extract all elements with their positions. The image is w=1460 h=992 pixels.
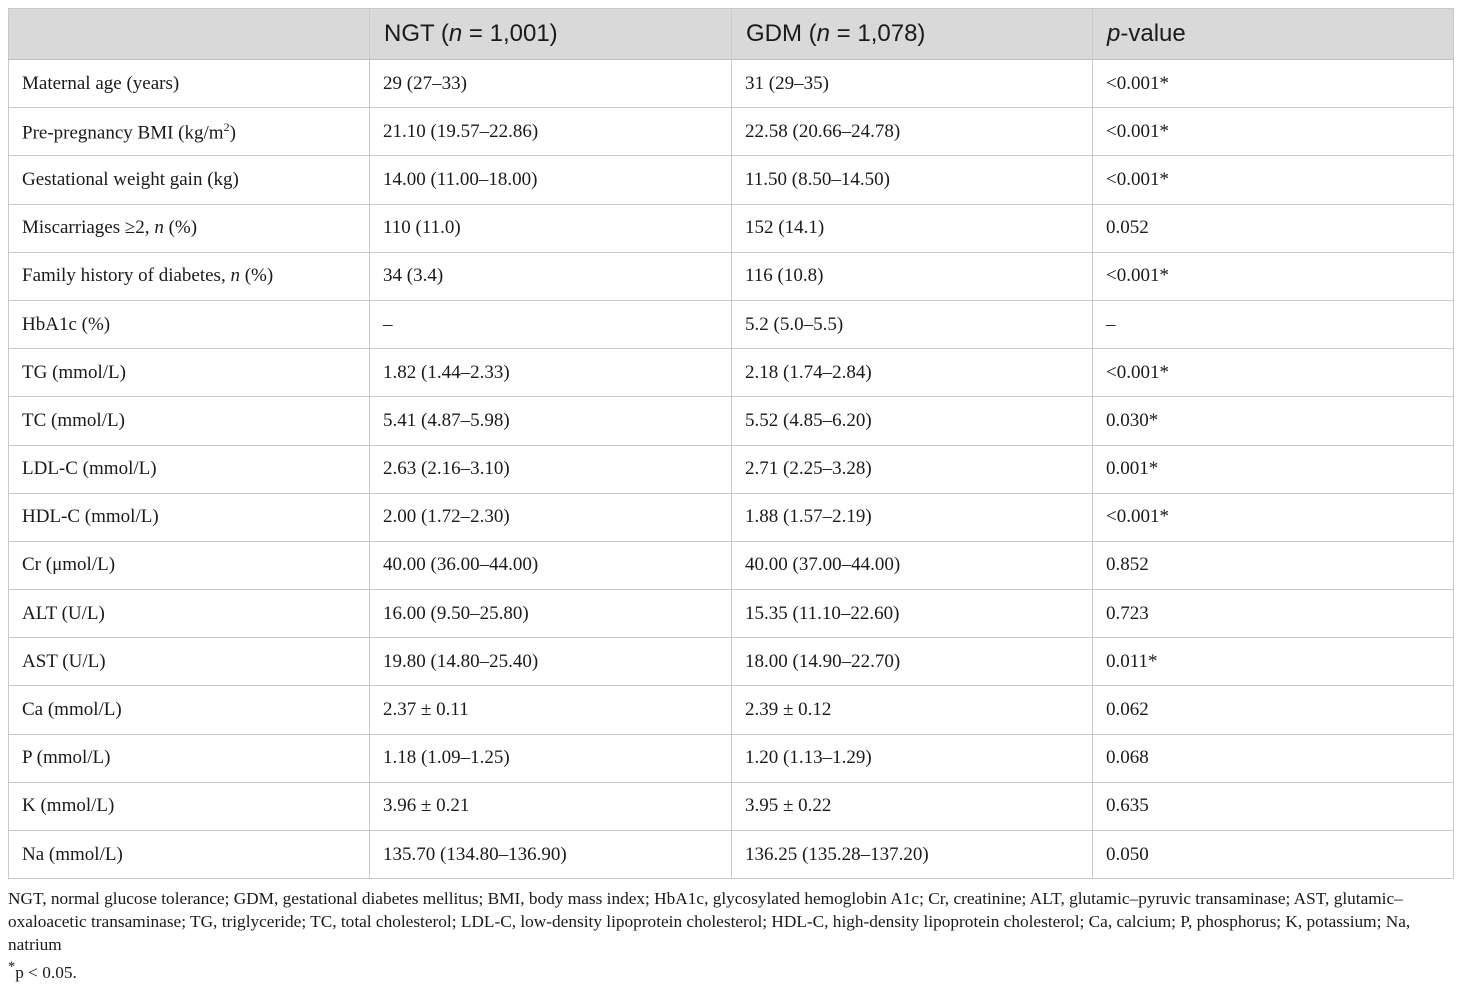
row-label xyxy=(9,445,370,493)
header-cell-ngt xyxy=(370,9,732,60)
cell-gdm: 22.58 (20.66–24.78) xyxy=(732,108,1093,156)
table-row xyxy=(9,590,1454,638)
cell-ngt: 21.10 (19.57–22.86) xyxy=(370,108,732,156)
row-label-italic: n xyxy=(154,217,164,239)
row-label-text: Pre-pregnancy BMI (kg/m xyxy=(22,121,224,143)
cell-gdm: 3.95 ± 0.22 xyxy=(732,782,1093,830)
cell-ngt: 2.37 ± 0.11 xyxy=(370,686,732,734)
row-label xyxy=(9,349,370,397)
significance-footnote xyxy=(8,956,1454,984)
table-row xyxy=(9,638,1454,686)
cell-p-value: 0.001* xyxy=(1093,445,1454,493)
table-row xyxy=(9,252,1454,300)
header-ngt-n: n xyxy=(448,20,463,47)
cell-ngt: 14.00 (11.00–18.00) xyxy=(370,156,732,204)
header-gdm-post: = 1,078) xyxy=(830,20,926,47)
cell-gdm: 18.00 (14.90–22.70) xyxy=(732,638,1093,686)
cell-ngt: 40.00 (36.00–44.00) xyxy=(370,541,732,589)
header-p-italic: p xyxy=(1107,20,1121,47)
header-p-post: -value xyxy=(1120,20,1186,47)
cell-p-value: <0.001* xyxy=(1093,349,1454,397)
cell-p-value: <0.001* xyxy=(1093,108,1454,156)
cell-p-value: – xyxy=(1093,300,1454,348)
cell-p-value: 0.852 xyxy=(1093,541,1454,589)
cell-p-value: 0.635 xyxy=(1093,782,1454,830)
table-header xyxy=(9,9,1454,60)
table-row xyxy=(9,734,1454,782)
significance-marker: * xyxy=(8,959,16,976)
cell-gdm: 15.35 (11.10–22.60) xyxy=(732,590,1093,638)
header-ngt-post: = 1,001) xyxy=(462,20,558,47)
row-label-text: TC (mmol/L) xyxy=(22,409,125,431)
table-row xyxy=(9,156,1454,204)
table-row xyxy=(9,686,1454,734)
cell-p-value: 0.011* xyxy=(1093,638,1454,686)
cell-gdm: 116 (10.8) xyxy=(732,252,1093,300)
cell-ngt: 1.82 (1.44–2.33) xyxy=(370,349,732,397)
row-label-text: HDL-C (mmol/L) xyxy=(22,506,159,528)
cell-ngt: 2.00 (1.72–2.30) xyxy=(370,493,732,541)
row-label-text: Ca (mmol/L) xyxy=(22,699,122,721)
cell-ngt: 5.41 (4.87–5.98) xyxy=(370,397,732,445)
row-label xyxy=(9,493,370,541)
cell-gdm: 136.25 (135.28–137.20) xyxy=(732,831,1093,879)
data-table xyxy=(8,8,1454,879)
header-cell-gdm xyxy=(732,9,1093,60)
table-row xyxy=(9,782,1454,830)
table-row xyxy=(9,60,1454,108)
row-label xyxy=(9,638,370,686)
cell-ngt: 16.00 (9.50–25.80) xyxy=(370,590,732,638)
cell-p-value: 0.723 xyxy=(1093,590,1454,638)
row-label xyxy=(9,60,370,108)
table-row xyxy=(9,397,1454,445)
row-label xyxy=(9,108,370,156)
row-label-italic: n xyxy=(230,265,240,287)
table-row xyxy=(9,541,1454,589)
header-cell-p-value xyxy=(1093,9,1454,60)
cell-gdm: 40.00 (37.00–44.00) xyxy=(732,541,1093,589)
cell-gdm: 5.2 (5.0–5.5) xyxy=(732,300,1093,348)
row-label-text: HbA1c (%) xyxy=(22,313,111,335)
cell-gdm: 11.50 (8.50–14.50) xyxy=(732,156,1093,204)
abbreviations-footnote: NGT, normal glucose tolerance; GDM, gestational diabetes mellitus; BMI, body mass index; HbA1c, glycosylated hemoglobin A1c; Cr, creatinine; ALT, glutamic–pyruvic transaminase; AST, glutamic–oxaloacetic transaminase; TG, triglyceride; TC, total cholesterol; LDL-C, low-density lipoprotein cholesterol; HDL-C, high-density lipoprotein cholesterol; Ca, calcium; P, phosphorus; K, potassium; Na, natrium xyxy=(8,889,1411,955)
row-label xyxy=(9,686,370,734)
cell-gdm: 5.52 (4.85–6.20) xyxy=(732,397,1093,445)
row-label xyxy=(9,831,370,879)
row-label xyxy=(9,204,370,252)
cell-p-value: <0.001* xyxy=(1093,252,1454,300)
row-label-text: Maternal age (years) xyxy=(22,72,180,94)
row-label-text: Na (mmol/L) xyxy=(22,843,123,865)
table-body xyxy=(9,60,1454,879)
row-label xyxy=(9,252,370,300)
table-footnotes xyxy=(8,887,1454,984)
significance-text: p < 0.05. xyxy=(15,962,77,982)
row-label-text: Gestational weight gain (kg) xyxy=(22,168,239,190)
row-label xyxy=(9,590,370,638)
row-label-text: ALT (U/L) xyxy=(22,602,105,624)
header-row xyxy=(9,9,1454,60)
header-cell-variable xyxy=(9,9,370,60)
cell-p-value: 0.030* xyxy=(1093,397,1454,445)
row-label-text: Family history of diabetes, xyxy=(22,265,231,287)
cell-ngt: 110 (11.0) xyxy=(370,204,732,252)
cell-gdm: 2.71 (2.25–3.28) xyxy=(732,445,1093,493)
cell-ngt: – xyxy=(370,300,732,348)
cell-ngt: 34 (3.4) xyxy=(370,252,732,300)
table-row xyxy=(9,831,1454,879)
row-label-suffix: (%) xyxy=(163,217,198,239)
row-label xyxy=(9,397,370,445)
cell-p-value: 0.068 xyxy=(1093,734,1454,782)
cell-ngt: 2.63 (2.16–3.10) xyxy=(370,445,732,493)
cell-gdm: 2.39 ± 0.12 xyxy=(732,686,1093,734)
cell-ngt: 29 (27–33) xyxy=(370,60,732,108)
row-label-text: K (mmol/L) xyxy=(22,795,115,817)
cell-ngt: 135.70 (134.80–136.90) xyxy=(370,831,732,879)
row-label xyxy=(9,156,370,204)
table-row xyxy=(9,300,1454,348)
row-label-text: LDL-C (mmol/L) xyxy=(22,458,157,480)
row-label-superscript: 2 xyxy=(223,119,230,134)
header-gdm-pre: GDM ( xyxy=(746,20,817,47)
table-row xyxy=(9,445,1454,493)
row-label xyxy=(9,300,370,348)
cell-p-value: <0.001* xyxy=(1093,60,1454,108)
row-label xyxy=(9,782,370,830)
cell-p-value: 0.050 xyxy=(1093,831,1454,879)
cell-gdm: 2.18 (1.74–2.84) xyxy=(732,349,1093,397)
cell-p-value: 0.052 xyxy=(1093,204,1454,252)
header-gdm-n: n xyxy=(816,20,831,47)
row-label xyxy=(9,541,370,589)
row-label-text: Cr (μmol/L) xyxy=(22,554,116,576)
cell-p-value: <0.001* xyxy=(1093,156,1454,204)
header-ngt-pre: NGT ( xyxy=(384,20,449,47)
table-container xyxy=(8,8,1453,984)
cell-ngt: 19.80 (14.80–25.40) xyxy=(370,638,732,686)
cell-ngt: 3.96 ± 0.21 xyxy=(370,782,732,830)
row-label-suffix: (%) xyxy=(239,265,274,287)
cell-gdm: 1.88 (1.57–2.19) xyxy=(732,493,1093,541)
table-row xyxy=(9,108,1454,156)
row-label-text: TG (mmol/L) xyxy=(22,361,126,383)
row-label-text: AST (U/L) xyxy=(22,650,106,672)
row-label-text: Miscarriages ≥2, xyxy=(22,217,155,239)
cell-p-value: 0.062 xyxy=(1093,686,1454,734)
table-row xyxy=(9,493,1454,541)
cell-gdm: 1.20 (1.13–1.29) xyxy=(732,734,1093,782)
table-row xyxy=(9,204,1454,252)
cell-ngt: 1.18 (1.09–1.25) xyxy=(370,734,732,782)
cell-p-value: <0.001* xyxy=(1093,493,1454,541)
cell-gdm: 152 (14.1) xyxy=(732,204,1093,252)
row-label-text: P (mmol/L) xyxy=(22,747,111,769)
row-label-suffix: ) xyxy=(229,121,236,143)
table-row xyxy=(9,349,1454,397)
cell-gdm: 31 (29–35) xyxy=(732,60,1093,108)
row-label xyxy=(9,734,370,782)
